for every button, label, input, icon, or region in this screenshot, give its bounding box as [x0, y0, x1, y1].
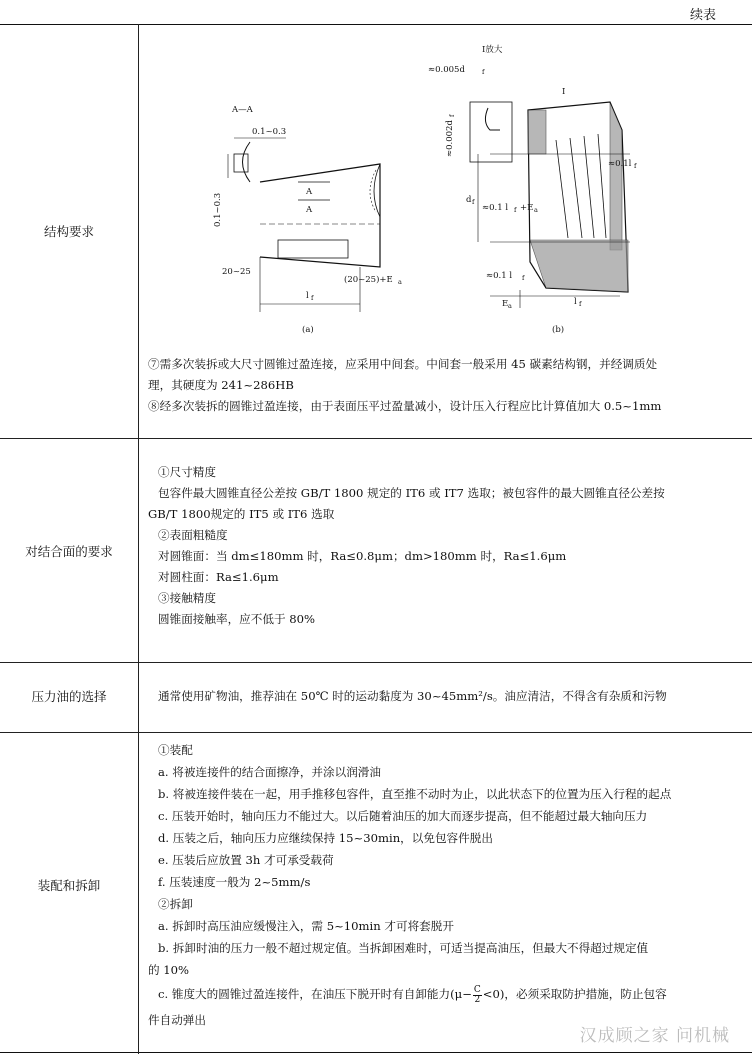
dim-ea-sub: a [508, 302, 512, 310]
dim-top-b-sub: f [482, 68, 485, 76]
dim-length-a-sub: f [311, 294, 314, 302]
caption-a: (a) [302, 325, 314, 335]
dim-length-a: l [306, 291, 309, 301]
dim-top-b: ≈0.005d [428, 65, 465, 75]
text-line: b. 将被连接件装在一起，用手推移包容件，直至推不动时为止，以此状态下的位置为压入行程的起点 [158, 787, 672, 801]
dim-mid-b: ≈0.1 l [482, 203, 509, 213]
dim-mid-b-sub: f [514, 206, 517, 214]
mark-a-bottom: A [306, 205, 313, 215]
dim-chamfer: 0.1~0.3 [252, 127, 287, 137]
dim-left: 20~25 [222, 267, 251, 277]
text-line: d. 压装之后，轴向压力应继续保持 15~30min，以免包容件脱出 [158, 831, 493, 845]
text-line: ⑧经多次装拆的圆锥过盈连接，由于表面压平过盈量减小，设计压入行程应比计算值加大 0.5~1mm [148, 399, 662, 413]
mark-detail: Ⅰ [562, 87, 566, 97]
label-section-aa: A—A [232, 105, 253, 115]
figure-structure [190, 42, 640, 346]
row-divider [0, 662, 752, 663]
text-line: ⑦需多次装拆或大尺寸圆锥过盈连接，应采用中间套。中间套一般采用 45 碳素结构钢，并经调质处 [148, 357, 658, 371]
mark-a-top: A [306, 187, 313, 197]
row-divider [0, 438, 752, 439]
dim-lf-b: l [574, 297, 577, 307]
row-label-oil: 压力油的选择 [31, 689, 107, 704]
text-line: c. 压装开始时，轴向压力不能过大。以后随着油压的加大而逐步提高，但不能超过最大轴向压力 [158, 809, 648, 823]
text-line: ①装配 [158, 743, 193, 757]
text-line: 的 10% [148, 963, 190, 977]
text-line: ①尺寸精度 [158, 465, 216, 479]
dim-vertical-b: ≈0.002d [445, 120, 455, 157]
text-line: a. 将被连接件的结合面擦净，并涂以润滑油 [158, 765, 381, 779]
text-line: 包容件最大圆锥直径公差按 GB/T 1800 规定的 IT6 或 IT7 选取；被包容件的最大圆锥直径公差按 [158, 486, 665, 500]
text-line: ②拆卸 [158, 897, 193, 911]
text-line: 对圆柱面：Ra≤1.6μm [158, 570, 279, 584]
structure-drawing [190, 42, 640, 342]
column-divider [138, 24, 139, 1054]
row-label-assembly: 装配和拆卸 [37, 878, 101, 893]
text-line: 通常使用矿物油，推荐油在 50℃ 时的运动黏度为 30~45mm²/s。油应清洁，不得含有杂质和污物 [158, 689, 667, 703]
dim-chamfer-vertical: 0.1~0.3 [213, 192, 223, 227]
dim-diameter: d [466, 195, 472, 205]
text-line: f. 压装速度一般为 2~5mm/s [158, 875, 311, 889]
row-label-surface: 对结合面的要求 [25, 544, 113, 559]
text-line: 理，其硬度为 241~286HB [148, 378, 294, 392]
continued-label: 续表 [689, 8, 716, 23]
dim-lf-b-sub: f [579, 300, 582, 308]
table-top-rule [0, 24, 752, 25]
dim-right-a: (20~25)+E [344, 275, 393, 285]
text-line: ③接触精度 [158, 591, 216, 605]
table-bottom-rule [0, 1052, 752, 1053]
text-line: ②表面粗糙度 [158, 528, 228, 542]
formula-tail-text: ，必须采取防护措施，防止包容 [504, 987, 667, 1001]
dim-right-b: ≈0.1l [608, 159, 632, 169]
spec-table [0, 24, 752, 1054]
formula: (μ− $\frac{C}{2}$ <0) [450, 984, 505, 1005]
dim-mid-b-tail-sub: a [534, 206, 538, 214]
row-label-structure: 结构要求 [43, 224, 94, 239]
dim-right-a-sub: a [398, 278, 402, 286]
dim-bottom-b-sub: f [522, 274, 525, 282]
text-line: 对圆锥面：当 dm≤180mm 时，Ra≤0.8μm；dm>180mm 时，Ra≤1.6μm [158, 549, 567, 563]
caption-b: (b) [552, 325, 565, 335]
dim-bottom-b: ≈0.1 l [486, 271, 513, 281]
dim-mid-b-tail: +E [520, 203, 534, 213]
text-line: 圆锥面接触率，应不低于 80% [158, 612, 315, 626]
watermark: 汉成顾之家 问机械 [579, 1026, 730, 1046]
text-line: a. 拆卸时高压油应缓慢注入，需 5~10min 才可将套脱开 [158, 919, 454, 933]
formula-lead-text: c. 锥度大的圆锥过盈连接件，在油压下脱开时有自卸能力 [158, 987, 451, 1001]
label-detail: Ⅰ放大 [482, 45, 503, 55]
dim-ea: E [502, 299, 509, 309]
dim-vertical-b-sub: f [448, 114, 456, 117]
dim-right-b-sub: f [634, 162, 637, 170]
text-line-formula [158, 984, 667, 1005]
dim-diameter-sub: f [472, 198, 475, 206]
text-line: GB/T 1800规定的 IT5 或 IT6 选取 [148, 507, 335, 521]
text-line: 件自动弹出 [148, 1013, 206, 1027]
text-line: e. 压装后应放置 3h 才可承受载荷 [158, 853, 334, 867]
row-divider [0, 732, 752, 733]
text-line: b. 拆卸时油的压力一般不超过规定值。当拆卸困难时，可适当提高油压，但最大不得超过规定值 [158, 941, 649, 955]
